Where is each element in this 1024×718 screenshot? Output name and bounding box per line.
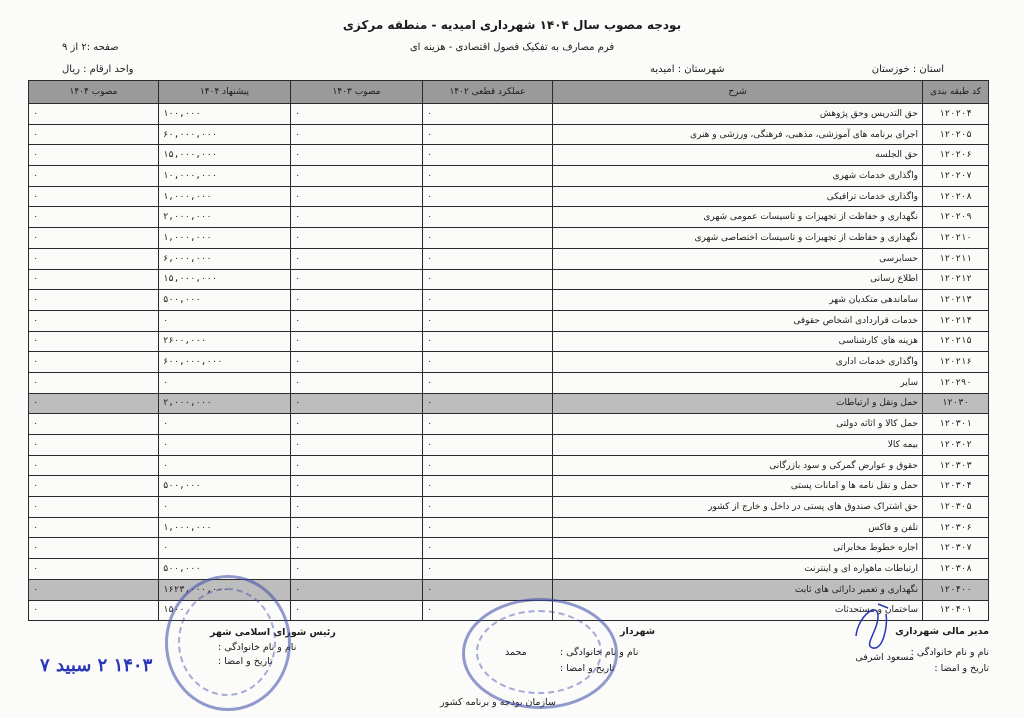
cell-performance-1402: ۰	[423, 600, 553, 621]
table-row	[29, 228, 989, 249]
cell-proposed-1404: ۱۵,۰۰۰,۰۰۰	[159, 145, 291, 166]
cell-performance-1402: ۰	[423, 372, 553, 393]
table-row	[29, 186, 989, 207]
cell-approved-1404: ۰	[29, 166, 159, 187]
cell-approved-1404: ۰	[29, 414, 159, 435]
col-performance-1402: عملکرد قطعی ۱۴۰۲	[423, 81, 553, 104]
cell-description: حق الجلسه	[553, 145, 923, 166]
province-label: استان : خوزستان	[871, 64, 944, 75]
table-row	[29, 372, 989, 393]
finance-date-label: تاریخ و امضا :	[934, 663, 989, 674]
cell-performance-1402: ۰	[423, 559, 553, 580]
cell-approved-1403: ۰	[291, 186, 423, 207]
cell-approved-1403: ۰	[291, 310, 423, 331]
cell-approved-1403: ۰	[291, 269, 423, 290]
cell-proposed-1404: ۵۰۰,۰۰۰	[159, 476, 291, 497]
table-row	[29, 517, 989, 538]
cell-description: اجرای برنامه های آموزشی، مذهبی، فرهنگی، ورزشی و هنری	[553, 124, 923, 145]
cell-approved-1404: ۰	[29, 372, 159, 393]
cell-code: ۱۲۰۳۰۸	[923, 559, 989, 580]
cell-code: ۱۲۰۳۰۷	[923, 538, 989, 559]
cell-description: اجاره خطوط مخابراتی	[553, 538, 923, 559]
cell-performance-1402: ۰	[423, 124, 553, 145]
cell-proposed-1404: ۱,۰۰۰,۰۰۰	[159, 228, 291, 249]
budget-table	[28, 80, 989, 621]
table-row	[29, 414, 989, 435]
cell-performance-1402: ۰	[423, 228, 553, 249]
cell-approved-1404: ۰	[29, 207, 159, 228]
table-row	[29, 497, 989, 518]
cell-code: ۱۲۰۲۰۷	[923, 166, 989, 187]
table-row	[29, 559, 989, 580]
table-row	[29, 476, 989, 497]
cell-proposed-1404: ۲۶۰۰,۰۰۰	[159, 331, 291, 352]
cell-proposed-1404: ۵۰۰,۰۰۰	[159, 559, 291, 580]
cell-code: ۱۲۰۲۰۵	[923, 124, 989, 145]
cell-approved-1404: ۰	[29, 310, 159, 331]
cell-proposed-1404: ۰	[159, 455, 291, 476]
cell-proposed-1404: ۱۵,۰۰۰,۰۰۰	[159, 269, 291, 290]
table-row	[29, 145, 989, 166]
table-row	[29, 310, 989, 331]
cell-description: بیمه کالا	[553, 435, 923, 456]
cell-proposed-1404: ۶۰۰,۰۰۰,۰۰۰	[159, 352, 291, 373]
cell-code: ۱۲۰۳۰۲	[923, 435, 989, 456]
cell-approved-1404: ۰	[29, 290, 159, 311]
table-row	[29, 455, 989, 476]
cell-code: ۱۲۰۲۱۴	[923, 310, 989, 331]
cell-code: ۱۲۰۲۱۲	[923, 269, 989, 290]
cell-approved-1404: ۰	[29, 476, 159, 497]
cell-code: ۱۲۰۲۰۹	[923, 207, 989, 228]
council-stamp-inner	[178, 588, 276, 696]
cell-code: ۱۲۰۳۰۳	[923, 455, 989, 476]
cell-proposed-1404: ۶۰,۰۰۰,۰۰۰	[159, 124, 291, 145]
budget-org-note: سازمان بودجه و برنامه کشور	[440, 697, 556, 708]
cell-approved-1403: ۰	[291, 600, 423, 621]
cell-performance-1402: ۰	[423, 579, 553, 600]
table-row	[29, 290, 989, 311]
cell-approved-1404: ۰	[29, 559, 159, 580]
table-row	[29, 579, 989, 600]
cell-code: ۱۲۰۳۰۱	[923, 414, 989, 435]
finance-manager-title: مدیر مالی شهرداری	[895, 626, 989, 637]
cell-approved-1403: ۰	[291, 393, 423, 414]
cell-code: ۱۲۰۳۰۶	[923, 517, 989, 538]
cell-description: تلفن و فاکس	[553, 517, 923, 538]
cell-performance-1402: ۰	[423, 414, 553, 435]
cell-code: ۱۲۰۴۰۱	[923, 600, 989, 621]
cell-code: ۱۲۰۳۰۵	[923, 497, 989, 518]
cell-proposed-1404: ۱۵۰۰	[159, 600, 291, 621]
cell-approved-1404: ۰	[29, 186, 159, 207]
governorate-stamp-inner	[476, 610, 602, 694]
table-row	[29, 352, 989, 373]
cell-description: هزینه های کارشناسی	[553, 331, 923, 352]
cell-description: ارتباطات ماهواره ای و اینترنت	[553, 559, 923, 580]
cell-performance-1402: ۰	[423, 207, 553, 228]
table-row	[29, 124, 989, 145]
mayor-name: محمد	[505, 647, 527, 658]
cell-description: حمل و نقل نامه ها و امانات پستی	[553, 476, 923, 497]
cell-proposed-1404: ۰	[159, 372, 291, 393]
cell-approved-1403: ۰	[291, 331, 423, 352]
cell-approved-1404: ۰	[29, 145, 159, 166]
cell-approved-1404: ۰	[29, 497, 159, 518]
cell-description: حقوق و عوارض گمرکی و سود بازرگانی	[553, 455, 923, 476]
cell-approved-1403: ۰	[291, 538, 423, 559]
table-row	[29, 248, 989, 269]
cell-approved-1403: ۰	[291, 228, 423, 249]
cell-performance-1402: ۰	[423, 166, 553, 187]
table-row	[29, 331, 989, 352]
cell-proposed-1404: ۰	[159, 310, 291, 331]
cell-description: حسابرسی	[553, 248, 923, 269]
mayor-title: شهردار	[620, 626, 656, 637]
document-subtitle: فرم مصارف به تفکیک فصول اقتصادی - هزینه ای	[409, 42, 615, 53]
cell-code: ۱۲۰۴۰۰	[923, 579, 989, 600]
cell-performance-1402: ۰	[423, 517, 553, 538]
cell-approved-1403: ۰	[291, 145, 423, 166]
cell-code: ۱۲۰۲۱۶	[923, 352, 989, 373]
council-name-label: نام و نام خانوادگی :	[218, 642, 297, 653]
cell-approved-1403: ۰	[291, 352, 423, 373]
cell-approved-1404: ۰	[29, 352, 159, 373]
cell-proposed-1404: ۲,۰۰۰,۰۰۰	[159, 393, 291, 414]
table-row	[29, 435, 989, 456]
cell-performance-1402: ۰	[423, 538, 553, 559]
cell-approved-1404: ۰	[29, 435, 159, 456]
cell-approved-1403: ۰	[291, 455, 423, 476]
cell-code: ۱۲۰۲۱۱	[923, 248, 989, 269]
col-proposed-1404: پیشنهاد ۱۴۰۴	[159, 81, 291, 104]
document-title: بودجه مصوب سال ۱۴۰۴ شهرداری امیدیه - منطقه مرکزی	[342, 18, 682, 32]
cell-performance-1402: ۰	[423, 435, 553, 456]
col-approved-1404: مصوب ۱۴۰۴	[29, 81, 159, 104]
cell-approved-1404: ۰	[29, 269, 159, 290]
cell-approved-1404: ۰	[29, 579, 159, 600]
cell-description: ساختمان و مستحدثات	[553, 600, 923, 621]
cell-proposed-1404: ۰	[159, 538, 291, 559]
cell-approved-1403: ۰	[291, 476, 423, 497]
cell-approved-1403: ۰	[291, 435, 423, 456]
table-row	[29, 166, 989, 187]
cell-approved-1403: ۰	[291, 124, 423, 145]
cell-approved-1404: ۰	[29, 517, 159, 538]
cell-proposed-1404: ۱,۰۰۰,۰۰۰	[159, 517, 291, 538]
cell-description: حمل ونقل و ارتباطات	[553, 393, 923, 414]
cell-performance-1402: ۰	[423, 145, 553, 166]
cell-approved-1404: ۰	[29, 104, 159, 125]
cell-performance-1402: ۰	[423, 352, 553, 373]
currency-unit: واحد ارقام : ریال	[62, 64, 134, 75]
cell-performance-1402: ۰	[423, 393, 553, 414]
cell-proposed-1404: ۰	[159, 497, 291, 518]
cell-description: نگهداری و حفاظت از تجهیزات و تاسیسات اختصاصی شهری	[553, 228, 923, 249]
cell-description: خدمات قراردادی اشخاص حقوقی	[553, 310, 923, 331]
cell-description: واگذاری خدمات اداری	[553, 352, 923, 373]
cell-proposed-1404: ۵۰۰,۰۰۰	[159, 290, 291, 311]
mayor-date-label: تاریخ و امضا :	[560, 663, 615, 674]
col-description: شرح	[553, 81, 923, 104]
cell-approved-1403: ۰	[291, 559, 423, 580]
table-row	[29, 538, 989, 559]
city-label: شهرستان : امیدیه	[650, 64, 725, 75]
cell-approved-1403: ۰	[291, 104, 423, 125]
cell-code: ۱۲۰۲۱۰	[923, 228, 989, 249]
council-date-label: تاریخ و امضا :	[218, 656, 273, 667]
cell-approved-1403: ۰	[291, 166, 423, 187]
finance-name: مسعود اشرفی	[855, 652, 914, 663]
cell-approved-1403: ۰	[291, 372, 423, 393]
handwritten-date: ۱۴۰۳ ۲ سبید ۷	[40, 655, 153, 676]
cell-code: ۱۲۰۳۰۴	[923, 476, 989, 497]
cell-approved-1404: ۰	[29, 124, 159, 145]
cell-code: ۱۲۰۲۱۵	[923, 331, 989, 352]
cell-proposed-1404: ۶,۰۰۰,۰۰۰	[159, 248, 291, 269]
table-header-row	[29, 81, 989, 104]
cell-performance-1402: ۰	[423, 248, 553, 269]
cell-code: ۱۲۰۲۰۴	[923, 104, 989, 125]
cell-approved-1403: ۰	[291, 517, 423, 538]
col-code: کد طبقه بندی	[923, 81, 989, 104]
cell-proposed-1404: ۱۰۰,۰۰۰	[159, 104, 291, 125]
cell-proposed-1404: ۲,۰۰۰,۰۰۰	[159, 207, 291, 228]
cell-code: ۱۲۰۲۱۳	[923, 290, 989, 311]
cell-proposed-1404: ۱,۰۰۰,۰۰۰	[159, 186, 291, 207]
cell-approved-1404: ۰	[29, 248, 159, 269]
cell-description: واگذاری خدمات ترافیکی	[553, 186, 923, 207]
page-number: صفحه :۲ از ۹	[62, 42, 119, 53]
cell-approved-1403: ۰	[291, 207, 423, 228]
cell-code: ۱۲۰۲۰۸	[923, 186, 989, 207]
cell-description: نگهداری و حفاظت از تجهیزات و تاسیسات عمومی شهری	[553, 207, 923, 228]
cell-approved-1404: ۰	[29, 393, 159, 414]
cell-performance-1402: ۰	[423, 290, 553, 311]
cell-approved-1404: ۰	[29, 455, 159, 476]
table-row	[29, 393, 989, 414]
cell-performance-1402: ۰	[423, 476, 553, 497]
cell-approved-1403: ۰	[291, 497, 423, 518]
cell-proposed-1404: ۱۶۲۳,۰۰۰,۰۰۰	[159, 579, 291, 600]
cell-approved-1404: ۰	[29, 600, 159, 621]
cell-description: ساماندهی متکدیان شهر	[553, 290, 923, 311]
col-approved-1403: مصوب ۱۴۰۳	[291, 81, 423, 104]
cell-performance-1402: ۰	[423, 497, 553, 518]
cell-code: ۱۲۰۲۹۰	[923, 372, 989, 393]
cell-performance-1402: ۰	[423, 269, 553, 290]
cell-approved-1404: ۰	[29, 331, 159, 352]
cell-description: حمل کالا و اثاثه دولتی	[553, 414, 923, 435]
finance-signature	[848, 596, 908, 656]
cell-proposed-1404: ۰	[159, 435, 291, 456]
cell-description: اطلاع رسانی	[553, 269, 923, 290]
table-row	[29, 104, 989, 125]
cell-proposed-1404: ۱۰,۰۰۰,۰۰۰	[159, 166, 291, 187]
cell-performance-1402: ۰	[423, 104, 553, 125]
mayor-name-label: نام و نام خانوادگی :	[560, 647, 639, 658]
cell-performance-1402: ۰	[423, 331, 553, 352]
cell-approved-1403: ۰	[291, 290, 423, 311]
cell-code: ۱۲۰۳۰	[923, 393, 989, 414]
cell-proposed-1404: ۰	[159, 414, 291, 435]
cell-approved-1404: ۰	[29, 538, 159, 559]
cell-approved-1403: ۰	[291, 579, 423, 600]
cell-description: حق اشتراک صندوق های پستی در داخل و خارج از کشور	[553, 497, 923, 518]
cell-approved-1403: ۰	[291, 248, 423, 269]
table-row	[29, 269, 989, 290]
council-chair-title: رئیس شورای اسلامی شهر	[210, 627, 336, 638]
cell-description: حق التدریس وحق پژوهش	[553, 104, 923, 125]
cell-description: سایر	[553, 372, 923, 393]
cell-description: نگهداری و تعمیر دارائی های ثابت	[553, 579, 923, 600]
table-row	[29, 207, 989, 228]
cell-performance-1402: ۰	[423, 455, 553, 476]
cell-performance-1402: ۰	[423, 310, 553, 331]
cell-performance-1402: ۰	[423, 186, 553, 207]
cell-approved-1403: ۰	[291, 414, 423, 435]
finance-name-label: نام و نام خانوادگی :	[910, 647, 989, 658]
cell-description: واگذاری خدمات شهری	[553, 166, 923, 187]
cell-code: ۱۲۰۲۰۶	[923, 145, 989, 166]
cell-approved-1404: ۰	[29, 228, 159, 249]
